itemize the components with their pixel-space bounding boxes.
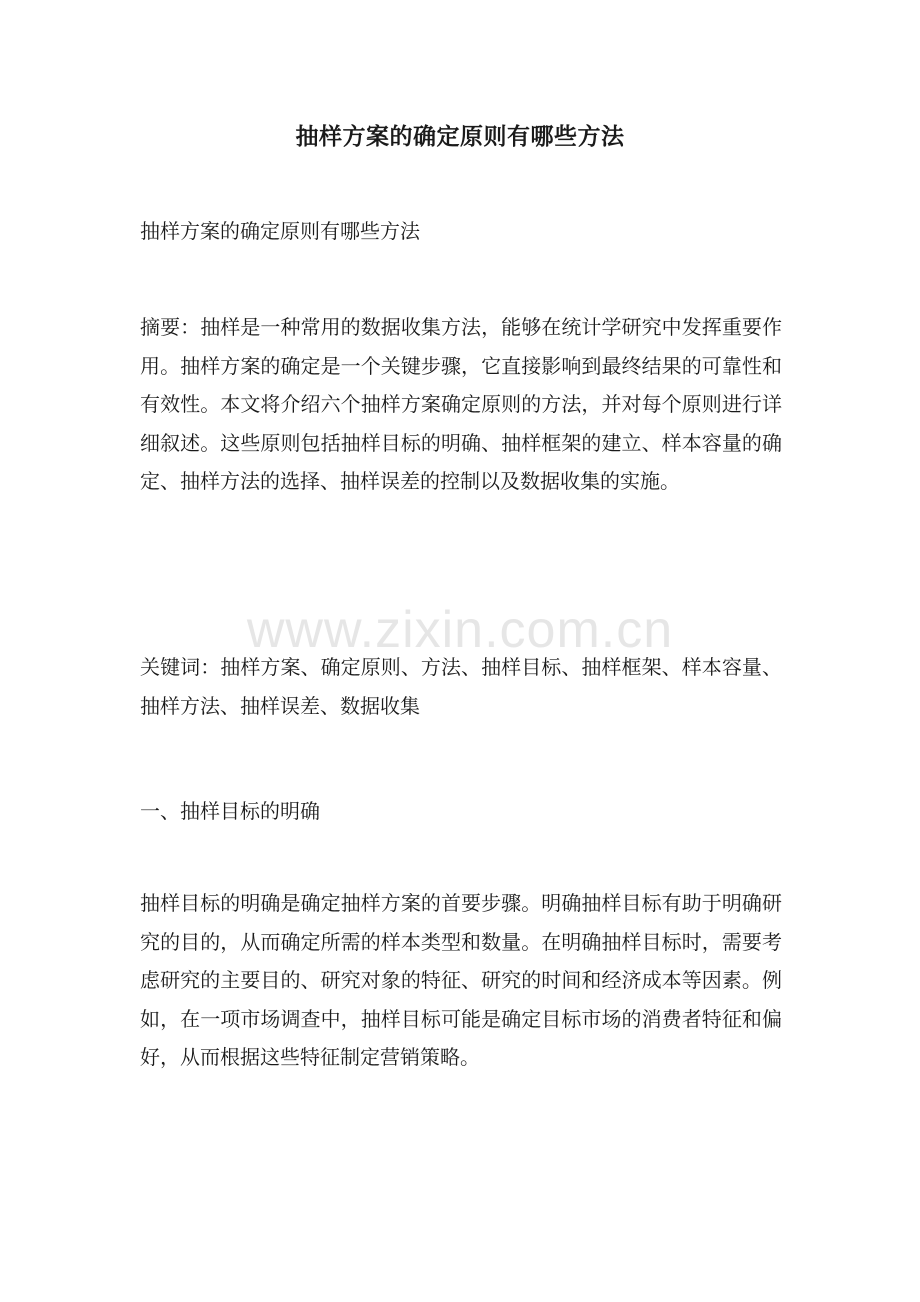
keywords-paragraph: 关键词：抽样方案、确定原则、方法、抽样目标、抽样框架、样本容量、抽样方法、抽样误差、数据收集 xyxy=(140,655,782,718)
document-title: 抽样方案的确定原则有哪些方法 xyxy=(295,123,625,150)
abstract-paragraph: 摘要：抽样是一种常用的数据收集方法，能够在统计学研究中发挥重要作用。抽样方案的确定是一个关键步骤，它直接影响到最终结果的可靠性和有效性。本文将介绍六个抽样方案确定原则的方法，并对每个原则进行详细叙述。这些原则包括抽样目标的明确、抽样框架的建立、样本容量的确定、抽样方法的选择、抽样误差的控制以及数据收集的实施。 xyxy=(140,315,782,493)
watermark-text: www.zixin.com.cn xyxy=(246,601,674,659)
document-subtitle: 抽样方案的确定原则有哪些方法 xyxy=(140,219,420,243)
section-body-1: 抽样目标的明确是确定抽样方案的首要步骤。明确抽样目标有助于明确研究的目的，从而确定所需的样本类型和数量。在明确抽样目标时，需要考虑研究的主要目的、研究对象的特征、研究的时间和经济成本等因素。例如，在一项市场调查中，抽样目标可能是确定目标市场的消费者特征和偏好，从而根据这些特征制定营销策略。 xyxy=(140,891,782,1069)
section-heading-1: 一、抽样目标的明确 xyxy=(140,799,320,823)
